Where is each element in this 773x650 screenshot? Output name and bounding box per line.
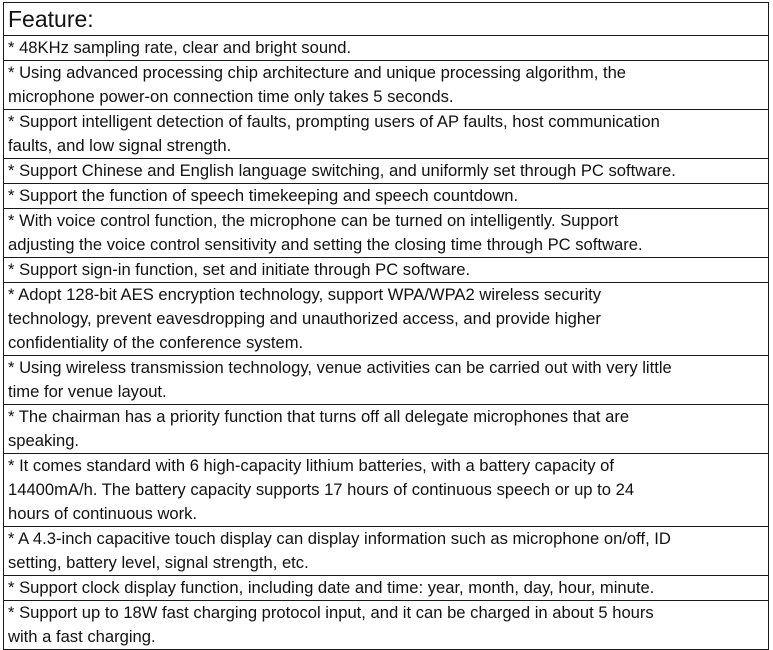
- feature-item: * 48KHz sampling rate, clear and bright sound.: [4, 36, 769, 61]
- table-row: [4, 601, 769, 650]
- feature-heading: Feature:: [4, 3, 769, 36]
- table-row: [4, 61, 769, 110]
- table-row: [4, 258, 769, 283]
- feature-item: * Adopt 128-bit AES encryption technology, support WPA/WPA2 wireless security technology, prevent eavesdropping and unauthorized access, and provide higher confidentiality of the conference system.: [4, 283, 769, 356]
- table-row: [4, 454, 769, 527]
- table-row: [4, 576, 769, 601]
- feature-item: * Support Chinese and English language switching, and uniformly set through PC software.: [4, 159, 769, 184]
- feature-table: [3, 2, 769, 650]
- table-row: [4, 356, 769, 405]
- feature-item: * Support sign-in function, set and initiate through PC software.: [4, 258, 769, 283]
- table-row: [4, 405, 769, 454]
- feature-item: * A 4.3-inch capacitive touch display can display information such as microphone on/off, ID setting, battery level, signal strength, etc.: [4, 527, 769, 576]
- table-row: [4, 184, 769, 209]
- table-row: [4, 36, 769, 61]
- feature-item: * Support intelligent detection of faults, prompting users of AP faults, host communication faults, and low signal strength.: [4, 110, 769, 159]
- table-row: [4, 209, 769, 258]
- feature-item: * Support clock display function, including date and time: year, month, day, hour, minute.: [4, 576, 769, 601]
- table-row: [4, 527, 769, 576]
- table-row: [4, 110, 769, 159]
- table-row: [4, 283, 769, 356]
- feature-item: * The chairman has a priority function that turns off all delegate microphones that are speaking.: [4, 405, 769, 454]
- feature-item: * With voice control function, the microphone can be turned on intelligently. Support adjusting the voice control sensitivity and setting the closing time through PC software.: [4, 209, 769, 258]
- header-row: [4, 3, 769, 36]
- table-row: [4, 159, 769, 184]
- feature-item: * Support up to 18W fast charging protocol input, and it can be charged in about 5 hours with a fast charging.: [4, 601, 769, 650]
- feature-item: * Support the function of speech timekeeping and speech countdown.: [4, 184, 769, 209]
- feature-item: * Using advanced processing chip architecture and unique processing algorithm, the microphone power-on connection time only takes 5 seconds.: [4, 61, 769, 110]
- feature-item: * It comes standard with 6 high-capacity lithium batteries, with a battery capacity of 14400mA/h. The battery capacity supports 17 hours of continuous speech or up to 24 hours of continuous work.: [4, 454, 769, 527]
- feature-item: * Using wireless transmission technology, venue activities can be carried out with very little time for venue layout.: [4, 356, 769, 405]
